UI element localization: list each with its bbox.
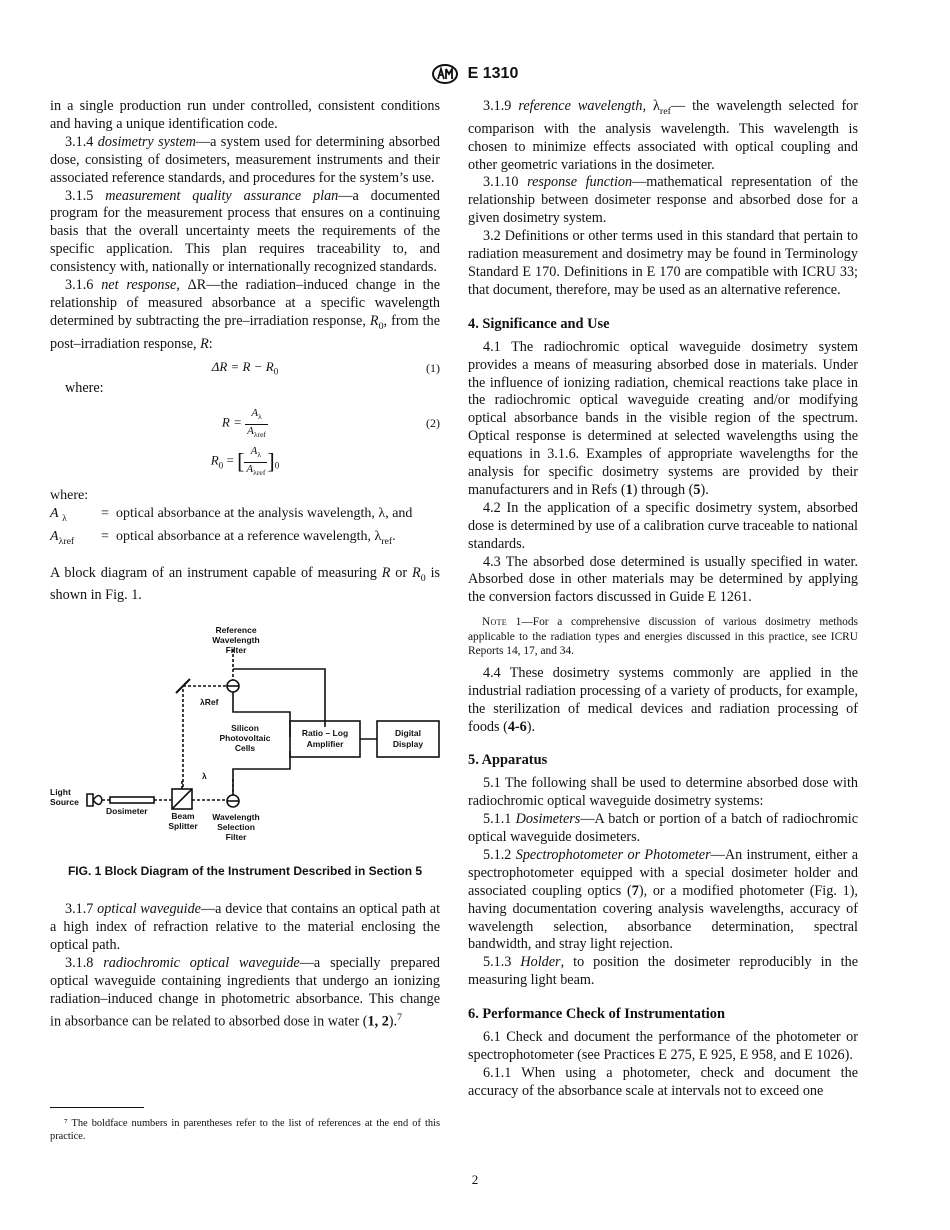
- ref-filter-label-3: Filter: [225, 645, 247, 656]
- where-label: where:: [65, 379, 104, 396]
- standard-designation: E 1310: [467, 65, 519, 82]
- equation-2: R = $\frac{A_\lambda}{A_{\lambda ref}}$ (2): [221, 407, 440, 439]
- equation-3: $R_0$ = [ $\frac{A_\lambda}{A_{\lambda ref}}$ ]$_0$: [210, 445, 280, 477]
- beam-splitter-label-2: Splitter: [168, 821, 198, 832]
- wave-sel-label-3: Filter: [225, 832, 247, 843]
- paragraph-3-1-4: 3.1.4 dosimetry system—a system used for determining absorbed dose, consisting of dosimeters, measurement instruments and their associated reference standards, and procedures for the system’s use.: [50, 133, 440, 186]
- paragraph-3-1-9: 3.1.9 reference wavelength, $\lambda_{ref}—$ the wavelength selected for comparison with the analysis wavelength. This wavelength is chosen to minimize effects associated with optical coupling and other geometric variations in the dosimeter.: [468, 98, 858, 173]
- block-diagram-intro: A block diagram of an instrument capable of measuring R or $R_0$ is shown in Fig. 1.: [50, 564, 441, 604]
- paragraph-3-1-6: 3.1.6 net response, ΔR—the radiation–induced change in the relationship of measured absorbance at a specific wavelength determined by subtracting the pre–irradiation response, $R_0$, from the post–irradiation response, R:: [50, 277, 441, 352]
- paragraph-4-3: 4.3 The absorbed dose determined is usually specified in water. Absorbed dose in other materials may be determined by applying the conversion factors discussed in Guide E 1261.: [468, 553, 858, 606]
- silicon-label-3: Cells: [234, 743, 256, 754]
- note-1: Note 1—For a comprehensive discussion of various dosimetry methods applicable to the radiation types and energies discussed in this practice, see ICRU Reports 14, 17, and 34.: [468, 616, 858, 658]
- light-source-label-1: Light: [50, 787, 71, 798]
- dosimeter-label: Dosimeter: [106, 806, 148, 817]
- page-header: [0, 64, 950, 84]
- page-number: 2: [471, 1172, 479, 1187]
- block-diagram: [50, 619, 440, 859]
- figure-caption: FIG. 1 Block Diagram of the Instrument Described in Section 5: [67, 864, 423, 879]
- paragraph-3-1-7: 3.1.7 optical waveguide—a device that contains an optical path at a high index of refraction relative to the material enclosing the optical path.: [50, 901, 441, 954]
- paragraph-3-1-8: 3.1.8 radiochromic optical waveguide—a specially prepared optical waveguide containing ingredients that undergo an ionizing radiation–induced change in photometric absorbance. This change in absorbance can be related to absorbed dose in water (1, 2).$^7$: [50, 955, 440, 1030]
- paragraph-3-1-5: 3.1.5 measurement quality assurance plan—a documented program for the measurement process that ensures on a continuing basis that the overall uncertainty meets the requirements of the specific application. This plan requires traceability to, and consistency with, nationally or internationally recognized standards.: [50, 187, 441, 276]
- lambda-ref-label: λRef: [200, 697, 219, 708]
- footnote-rule: [50, 1107, 144, 1108]
- paragraph-3-1-10: 3.1.10 response function—mathematical representation of the relationship between dosimeter response and absorbed dose for a given dosimetry system.: [468, 174, 858, 227]
- beam-splitter-label-1: Beam: [171, 811, 195, 822]
- paragraph-4-1: 4.1 The radiochromic optical waveguide dosimetry system provides a means of measuring absorbed dose in materials. Under the influence of ionizing radiation, chemical reactions take place in the radiochromic optical waveguide creating and/or modifying optical absorbance bands in the visible region of the spectrum. Optical response is determined at selected wavelengths using the equations in 3.1.6. Examples of appropriate wavelengths for the analysis for specific dosimetry systems are provided by their manufacturers and in Refs (1) through (5).: [468, 338, 858, 498]
- paragraph-5-1-1: 5.1.1 Dosimeters—A batch or portion of a batch of radiochromic optical waveguide dosimeters.: [468, 811, 858, 846]
- section-heading-5: 5. Apparatus: [468, 752, 548, 769]
- ref-filter-label-1: Reference: [215, 625, 257, 636]
- paragraph-3-2: 3.2 Definitions or other terms used in this standard that pertain to radiation measurement and dosimetry may be found in Terminology Standard E 170. Definitions in E 170 are compatible with ICRU 33; that document, therefore, may be used as an alternative reference.: [468, 228, 858, 298]
- silicon-label-2: Photovoltaic: [219, 733, 271, 744]
- ref-filter-label-2: Wavelength: [212, 635, 260, 646]
- footnote: ⁷ The boldface numbers in parentheses refer to the list of references at the end of this practice.: [50, 1118, 440, 1142]
- paragraph-5-1: 5.1 The following shall be used to determine absorbed dose with radiochromic optical waveguide dosimetry systems:: [468, 775, 858, 810]
- ratio-log-label-2: Amplifier: [306, 739, 344, 750]
- silicon-label-1: Silicon: [231, 723, 259, 734]
- astm-logo-icon: [432, 64, 458, 84]
- section-heading-4: 4. Significance and Use: [468, 315, 610, 332]
- paragraph-4-2: 4.2 In the application of a specific dosimetry system, absorbed dose is determined by use of a calibration curve traceable to national standards.: [468, 499, 858, 552]
- equation-1: $\Delta R = R - R_0$ (1): [211, 358, 440, 377]
- paragraph-5-1-3: 5.1.3 Holder, to position the dosimeter reproducibly in the measuring light beam.: [468, 954, 858, 989]
- ratio-log-label-1: Ratio – Log: [301, 728, 349, 739]
- figure-1: [50, 619, 440, 881]
- definitions: where: A $_\lambda$ = optical absorbance at the analysis wavelength, λ, and $A_{\lambda ref}$ = optical absorbance at a reference wavelength, $\lambda_{ref}$.: [50, 488, 413, 547]
- paragraph-6-1: 6.1 Check and document the performance of the photometer or spectrophotometer (see Practices E 275, E 925, E 958, and E 1026).: [468, 1029, 858, 1064]
- paragraph-4-4: 4.4 These dosimetry systems commonly are applied in the industrial radiation processing of a variety of products, for example, the sterilization of medical devices and radiation processing of foods (4-6).: [468, 664, 858, 735]
- section-heading-6: 6. Performance Check of Instrumentation: [468, 1006, 725, 1023]
- wave-sel-label-1: Wavelength: [212, 812, 260, 823]
- lambda-label: λ: [202, 771, 207, 782]
- left-column: [50, 98, 440, 1031]
- wave-sel-label-2: Selection: [217, 822, 255, 833]
- digital-label-2: Display: [392, 739, 424, 750]
- digital-label-1: Digital: [395, 728, 421, 739]
- paragraph: in a single production run under controlled, consistent conditions and having a unique identification code.: [50, 98, 440, 132]
- right-column: [468, 98, 858, 1101]
- light-source-label-2: Source: [50, 797, 79, 808]
- paragraph-5-1-2: 5.1.2 Spectrophotometer or Photometer—An instrument, either a spectrophotometer equipped with a special dosimeter holder and associated coupling optics (7), or a modified photometer (Fig. 1), having documentation covering analysis wavelengths, accuracy of wavelength selection, absorbance determination, spectral bandwidth, and stray light rejection.: [468, 846, 859, 953]
- paragraph-6-1-1: 6.1.1 When using a photometer, check and document the accuracy of the absorbance scale at intervals not to exceed one: [468, 1064, 858, 1099]
